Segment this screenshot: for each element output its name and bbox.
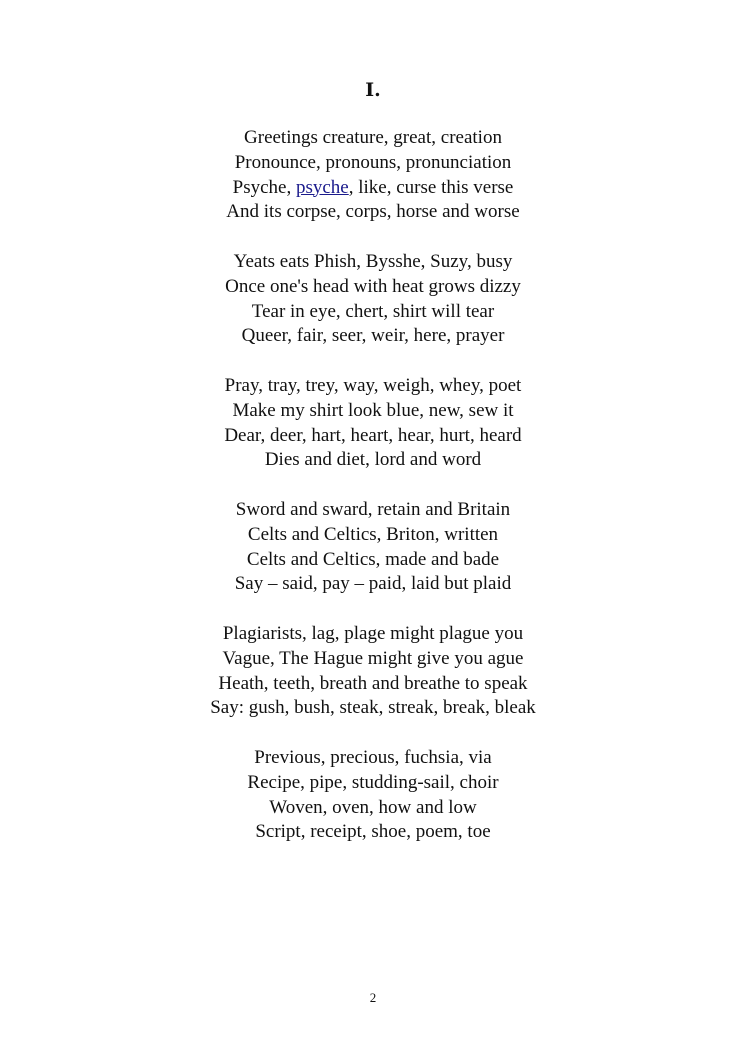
poem-line: Yeats eats Phish, Bysshe, Suzy, busy — [233, 250, 513, 272]
poem-line: Dies and diet, lord and word — [264, 449, 482, 471]
poem-line — [0, 176, 746, 201]
poem-line: Woven, oven, how and low — [269, 796, 477, 818]
page-number: 2 — [369, 990, 377, 1005]
poem-line: Vague, The Hague might give you ague — [222, 647, 524, 669]
poem-line: Celts and Celtics, made and bade — [246, 548, 500, 570]
poem-line: Tear in eye, chert, shirt will tear — [251, 300, 495, 322]
poem-line: Dear, deer, hart, heart, hear, hurt, heard — [224, 424, 522, 446]
poem-line: Sword and sward, retain and Britain — [235, 498, 511, 520]
poem — [0, 126, 746, 870]
psyche-link[interactable]: psyche — [295, 176, 349, 198]
poem-line: Pronounce, pronouns, pronunciation — [234, 151, 512, 173]
poem-line: Pray, tray, trey, way, weigh, whey, poet — [224, 374, 522, 396]
stanza-5 — [0, 622, 746, 721]
stanza-1 — [0, 126, 746, 225]
poem-line: Celts and Celtics, Briton, written — [247, 523, 499, 545]
poem-line: Queer, fair, seer, weir, here, prayer — [241, 325, 505, 347]
line-text-before-link: Psyche, — [232, 176, 296, 198]
poem-line: Previous, precious, fuchsia, via — [254, 746, 492, 768]
poem-line: Heath, teeth, breath and breathe to speak — [218, 672, 528, 694]
poem-line: Script, receipt, shoe, poem, toe — [255, 821, 491, 843]
line-text-after-link: , like, curse this verse — [348, 176, 514, 198]
stanza-6 — [0, 746, 746, 845]
section-heading: I. — [365, 79, 381, 101]
poem-line: Plagiarists, lag, plage might plague you — [222, 622, 524, 644]
stanza-3 — [0, 374, 746, 473]
poem-line: Recipe, pipe, studding-sail, choir — [247, 771, 499, 793]
poem-line: Say – said, pay – paid, laid but plaid — [234, 573, 512, 595]
poem-line: Once one's head with heat grows dizzy — [225, 275, 521, 297]
poem-line: Say: gush, bush, steak, streak, break, bleak — [210, 697, 536, 719]
stanza-4 — [0, 498, 746, 597]
poem-line: Make my shirt look blue, new, sew it — [232, 399, 514, 421]
stanza-2 — [0, 250, 746, 349]
poem-line: And its corpse, corps, horse and worse — [226, 201, 520, 223]
poem-line: Greetings creature, great, creation — [244, 127, 502, 148]
